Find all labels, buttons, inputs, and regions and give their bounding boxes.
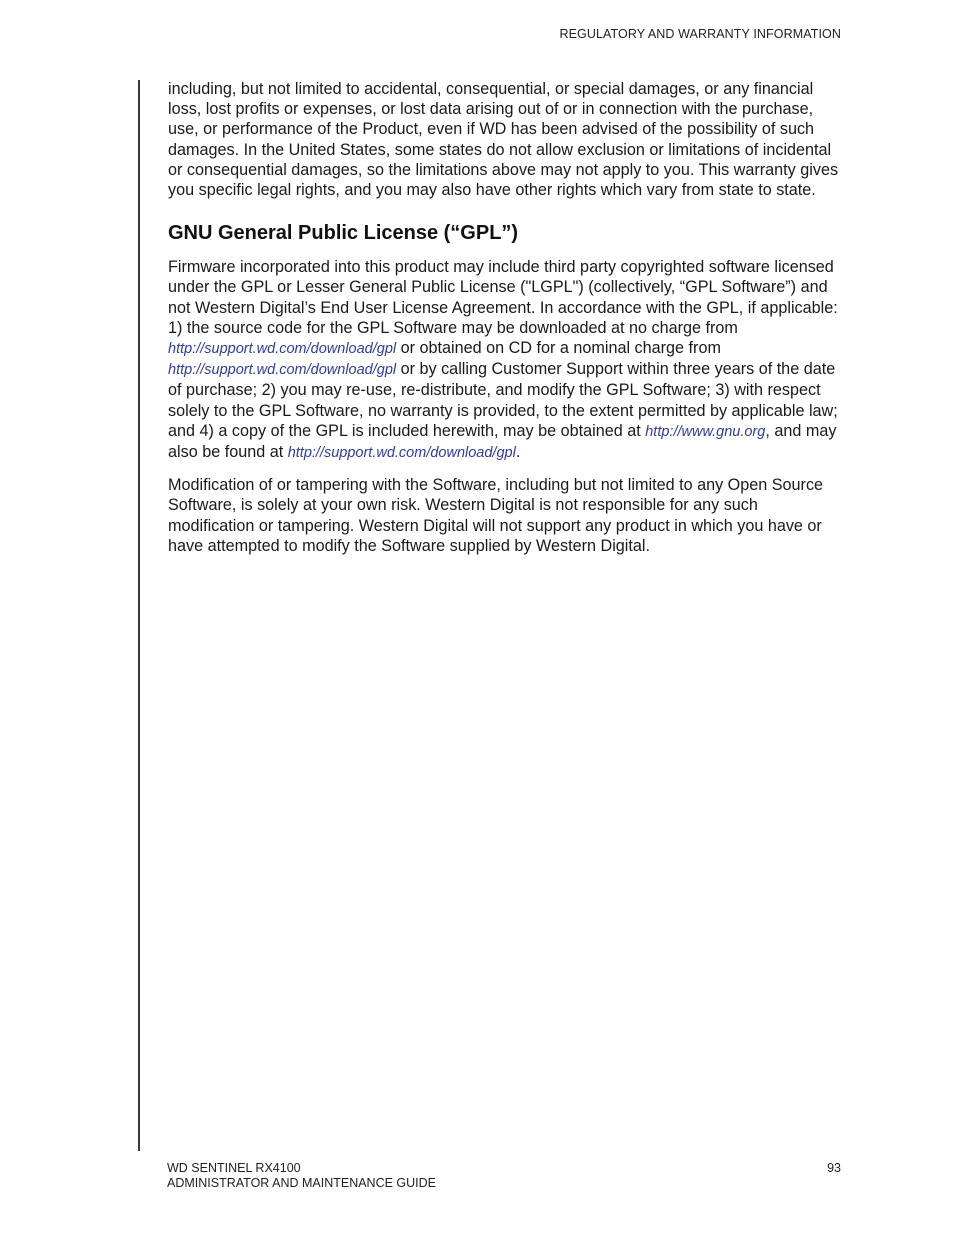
gpl-download-link-1[interactable]: http://support.wd.com/download/gpl — [168, 341, 397, 358]
footer-product-name: WD SENTINEL RX4100 — [167, 1161, 301, 1175]
gnu-org-link[interactable]: http://www.gnu.org — [645, 423, 766, 440]
warranty-paragraph: including, but not limited to accidental, consequential, or special damages, or any financial loss, lost profits or expenses, or lost data arising out of or in connection with the purchase, use, or performance of the Product, even if WD has been advised of the possibility of such damages. In the United States, some states do not allow exclusion or limitations of incidental or consequential damages, so the limitations above may not apply to you. This warranty gives you specific legal rights, and you may also have other rights which vary from state to state. — [168, 80, 839, 200]
gpl-text-5: . — [515, 443, 521, 462]
page-content — [168, 79, 840, 556]
gpl-text-2: or obtained on CD for a nominal charge from — [396, 339, 721, 358]
page-number: 93 — [827, 1161, 841, 1175]
section-heading-gpl: GNU General Public License (“GPL”) — [168, 222, 519, 245]
modification-paragraph: Modification of or tampering with the Software, including but not limited to any Open Source Software, is solely at your own risk. Western Digital is not responsible for any such modification or tampering. Western Digital will not support any product in which you have or have attempted to modify the Software supplied by Western Digital. — [168, 476, 824, 555]
gpl-text-4: , and may also be found at — [168, 421, 837, 462]
footer-guide-title: ADMINISTRATOR AND MAINTENANCE GUIDE — [167, 1176, 437, 1190]
gpl-text-3: or by calling Customer Support within three years of the date of purchase; 2) you may re-use, re-distribute, and modify the GPL Software; 3) with respect solely to the GPL Software, no warranty is provided, to the extent permitted by applicable law; and 4) a copy of the GPL is included herewith, may be obtained at — [168, 360, 838, 440]
gpl-paragraph — [168, 257, 840, 463]
margin-rule — [138, 80, 140, 1151]
gpl-download-link-2[interactable]: http://support.wd.com/download/gpl — [168, 362, 397, 379]
gpl-text-1: Firmware incorporated into this product may include third party copyrighted software licensed under the GPL or Lesser General Public License ("LGPL") (collectively, “GPL Software”) and not Western Digital’s End User License Agreement. In accordance with the GPL, if applicable: 1) the source code for the GPL Software may be downloaded at no charge from — [168, 258, 838, 337]
footer-product-info — [167, 1161, 436, 1191]
running-header: REGULATORY AND WARRANTY INFORMATION — [559, 27, 841, 41]
gpl-download-link-3[interactable]: http://support.wd.com/download/gpl — [287, 445, 516, 462]
